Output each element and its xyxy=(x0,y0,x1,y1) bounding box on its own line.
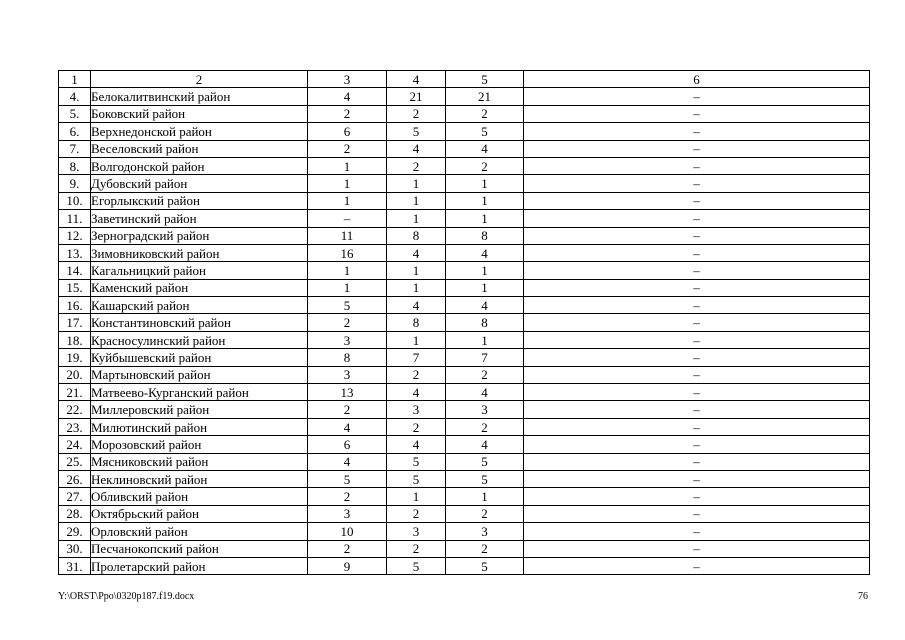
district-name: Октябрьский район xyxy=(91,505,308,522)
note-col-6: – xyxy=(524,418,870,435)
note-col-6: – xyxy=(524,157,870,174)
note-col-6: – xyxy=(524,557,870,574)
note-col-6: – xyxy=(524,192,870,209)
value-col-3: 3 xyxy=(308,331,387,348)
row-number: 21. xyxy=(59,384,91,401)
note-col-6: – xyxy=(524,297,870,314)
row-number: 5. xyxy=(59,105,91,122)
row-number: 29. xyxy=(59,523,91,540)
district-name: Каменский район xyxy=(91,279,308,296)
value-col-4: 5 xyxy=(387,557,446,574)
district-name: Куйбышевский район xyxy=(91,349,308,366)
note-col-6: – xyxy=(524,453,870,470)
value-col-4: 21 xyxy=(387,88,446,105)
district-name: Мартыновский район xyxy=(91,366,308,383)
value-col-5: 5 xyxy=(446,470,524,487)
table-row xyxy=(59,331,870,348)
value-col-4: 1 xyxy=(387,331,446,348)
value-col-3: 1 xyxy=(308,279,387,296)
value-col-5: 3 xyxy=(446,401,524,418)
value-col-4: 3 xyxy=(387,523,446,540)
value-col-5: 8 xyxy=(446,314,524,331)
value-col-3: – xyxy=(308,210,387,227)
row-number: 30. xyxy=(59,540,91,557)
note-col-6: – xyxy=(524,175,870,192)
note-col-6: – xyxy=(524,401,870,418)
table-row xyxy=(59,523,870,540)
value-col-5: 2 xyxy=(446,366,524,383)
table-row xyxy=(59,418,870,435)
value-col-4: 2 xyxy=(387,105,446,122)
note-col-6: – xyxy=(524,88,870,105)
row-number: 22. xyxy=(59,401,91,418)
value-col-4: 2 xyxy=(387,505,446,522)
value-col-4: 4 xyxy=(387,297,446,314)
row-number: 10. xyxy=(59,192,91,209)
table-row xyxy=(59,192,870,209)
value-col-3: 6 xyxy=(308,123,387,140)
value-col-5: 2 xyxy=(446,540,524,557)
row-number: 9. xyxy=(59,175,91,192)
table-row xyxy=(59,157,870,174)
value-col-3: 6 xyxy=(308,436,387,453)
district-name: Боковский район xyxy=(91,105,308,122)
district-name: Белокалитвинский район xyxy=(91,88,308,105)
row-number: 8. xyxy=(59,157,91,174)
note-col-6: – xyxy=(524,210,870,227)
value-col-5: 1 xyxy=(446,488,524,505)
value-col-4: 2 xyxy=(387,418,446,435)
value-col-3: 2 xyxy=(308,401,387,418)
table-row xyxy=(59,279,870,296)
value-col-5: 5 xyxy=(446,123,524,140)
district-name: Пролетарский район xyxy=(91,557,308,574)
district-name: Дубовский район xyxy=(91,175,308,192)
note-col-6: – xyxy=(524,436,870,453)
value-col-4: 1 xyxy=(387,262,446,279)
value-col-5: 2 xyxy=(446,105,524,122)
table-row xyxy=(59,557,870,574)
value-col-5: 4 xyxy=(446,436,524,453)
value-col-4: 8 xyxy=(387,314,446,331)
table-row xyxy=(59,175,870,192)
value-col-5: 5 xyxy=(446,557,524,574)
district-name: Мясниковский район xyxy=(91,453,308,470)
value-col-4: 5 xyxy=(387,470,446,487)
row-number: 24. xyxy=(59,436,91,453)
district-name: Константиновский район xyxy=(91,314,308,331)
value-col-4: 1 xyxy=(387,192,446,209)
table-row xyxy=(59,401,870,418)
value-col-5: 4 xyxy=(446,297,524,314)
district-name: Кагальницкий район xyxy=(91,262,308,279)
note-col-6: – xyxy=(524,505,870,522)
value-col-4: 3 xyxy=(387,401,446,418)
value-col-3: 9 xyxy=(308,557,387,574)
note-col-6: – xyxy=(524,244,870,261)
note-col-6: – xyxy=(524,488,870,505)
row-number: 26. xyxy=(59,470,91,487)
district-name: Морозовский район xyxy=(91,436,308,453)
value-col-5: 7 xyxy=(446,349,524,366)
row-number: 17. xyxy=(59,314,91,331)
value-col-3: 2 xyxy=(308,540,387,557)
value-col-5: 2 xyxy=(446,418,524,435)
note-col-6: – xyxy=(524,366,870,383)
value-col-5: 5 xyxy=(446,453,524,470)
column-number-6: 6 xyxy=(524,71,870,88)
value-col-3: 1 xyxy=(308,262,387,279)
note-col-6: – xyxy=(524,279,870,296)
footer-page-number: 76 xyxy=(858,591,868,602)
district-name: Верхнедонской район xyxy=(91,123,308,140)
value-col-5: 3 xyxy=(446,523,524,540)
value-col-3: 16 xyxy=(308,244,387,261)
value-col-4: 1 xyxy=(387,210,446,227)
note-col-6: – xyxy=(524,331,870,348)
row-number: 18. xyxy=(59,331,91,348)
value-col-4: 2 xyxy=(387,157,446,174)
district-name: Милютинский район xyxy=(91,418,308,435)
district-name: Орловский район xyxy=(91,523,308,540)
table-row xyxy=(59,540,870,557)
row-number: 4. xyxy=(59,88,91,105)
value-col-3: 4 xyxy=(308,453,387,470)
table-row xyxy=(59,244,870,261)
table-row xyxy=(59,384,870,401)
district-name: Заветинский район xyxy=(91,210,308,227)
value-col-4: 4 xyxy=(387,140,446,157)
value-col-3: 2 xyxy=(308,105,387,122)
value-col-4: 5 xyxy=(387,123,446,140)
table-row xyxy=(59,505,870,522)
table-row xyxy=(59,262,870,279)
row-number: 11. xyxy=(59,210,91,227)
district-name: Кашарский район xyxy=(91,297,308,314)
table-row xyxy=(59,140,870,157)
note-col-6: – xyxy=(524,523,870,540)
district-name: Миллеровский район xyxy=(91,401,308,418)
table-row xyxy=(59,366,870,383)
row-number: 20. xyxy=(59,366,91,383)
table-header-row xyxy=(59,71,870,88)
value-col-4: 7 xyxy=(387,349,446,366)
row-number: 7. xyxy=(59,140,91,157)
value-col-3: 8 xyxy=(308,349,387,366)
value-col-4: 2 xyxy=(387,366,446,383)
value-col-4: 8 xyxy=(387,227,446,244)
value-col-3: 2 xyxy=(308,314,387,331)
table-row xyxy=(59,488,870,505)
value-col-5: 2 xyxy=(446,157,524,174)
row-number: 16. xyxy=(59,297,91,314)
note-col-6: – xyxy=(524,123,870,140)
value-col-3: 3 xyxy=(308,366,387,383)
district-name: Красносулинский район xyxy=(91,331,308,348)
note-col-6: – xyxy=(524,470,870,487)
value-col-5: 2 xyxy=(446,505,524,522)
value-col-4: 1 xyxy=(387,175,446,192)
table-row xyxy=(59,314,870,331)
district-name: Веселовский район xyxy=(91,140,308,157)
row-number: 27. xyxy=(59,488,91,505)
value-col-3: 5 xyxy=(308,297,387,314)
footer-file-path: Y:\ORST\Ppo\0320p187.f19.docx xyxy=(58,591,195,602)
value-col-4: 1 xyxy=(387,488,446,505)
value-col-5: 21 xyxy=(446,88,524,105)
table-row xyxy=(59,227,870,244)
value-col-3: 13 xyxy=(308,384,387,401)
value-col-4: 4 xyxy=(387,244,446,261)
value-col-3: 4 xyxy=(308,418,387,435)
table-row xyxy=(59,453,870,470)
row-number: 15. xyxy=(59,279,91,296)
value-col-5: 4 xyxy=(446,140,524,157)
table-row xyxy=(59,210,870,227)
table-row xyxy=(59,123,870,140)
value-col-5: 1 xyxy=(446,210,524,227)
value-col-5: 8 xyxy=(446,227,524,244)
note-col-6: – xyxy=(524,540,870,557)
value-col-5: 1 xyxy=(446,279,524,296)
table-body xyxy=(59,71,870,575)
value-col-4: 5 xyxy=(387,453,446,470)
row-number: 14. xyxy=(59,262,91,279)
value-col-3: 11 xyxy=(308,227,387,244)
note-col-6: – xyxy=(524,349,870,366)
district-name: Волгодонской район xyxy=(91,157,308,174)
row-number: 19. xyxy=(59,349,91,366)
column-number-2: 2 xyxy=(91,71,308,88)
note-col-6: – xyxy=(524,105,870,122)
data-table xyxy=(58,70,870,575)
district-name: Зимовниковский район xyxy=(91,244,308,261)
row-number: 13. xyxy=(59,244,91,261)
note-col-6: – xyxy=(524,227,870,244)
column-number-3: 3 xyxy=(308,71,387,88)
table-row xyxy=(59,297,870,314)
value-col-3: 1 xyxy=(308,175,387,192)
value-col-3: 1 xyxy=(308,192,387,209)
row-number: 23. xyxy=(59,418,91,435)
value-col-5: 1 xyxy=(446,331,524,348)
district-name: Матвеево-Курганский район xyxy=(91,384,308,401)
value-col-5: 4 xyxy=(446,384,524,401)
row-number: 6. xyxy=(59,123,91,140)
value-col-4: 4 xyxy=(387,384,446,401)
row-number: 12. xyxy=(59,227,91,244)
table-row xyxy=(59,88,870,105)
district-name: Зерноградский район xyxy=(91,227,308,244)
value-col-3: 5 xyxy=(308,470,387,487)
value-col-3: 4 xyxy=(308,88,387,105)
table-row xyxy=(59,470,870,487)
value-col-3: 2 xyxy=(308,488,387,505)
value-col-5: 4 xyxy=(446,244,524,261)
table-row xyxy=(59,349,870,366)
note-col-6: – xyxy=(524,140,870,157)
row-number: 31. xyxy=(59,557,91,574)
value-col-3: 10 xyxy=(308,523,387,540)
district-name: Обливский район xyxy=(91,488,308,505)
note-col-6: – xyxy=(524,384,870,401)
district-name: Неклиновский район xyxy=(91,470,308,487)
value-col-5: 1 xyxy=(446,192,524,209)
district-name: Егорлыкский район xyxy=(91,192,308,209)
column-number-5: 5 xyxy=(446,71,524,88)
value-col-4: 4 xyxy=(387,436,446,453)
table-row xyxy=(59,436,870,453)
table-row xyxy=(59,105,870,122)
column-number-1: 1 xyxy=(59,71,91,88)
row-number: 28. xyxy=(59,505,91,522)
note-col-6: – xyxy=(524,262,870,279)
value-col-5: 1 xyxy=(446,262,524,279)
column-number-4: 4 xyxy=(387,71,446,88)
value-col-3: 3 xyxy=(308,505,387,522)
value-col-4: 1 xyxy=(387,279,446,296)
value-col-3: 1 xyxy=(308,157,387,174)
value-col-3: 2 xyxy=(308,140,387,157)
note-col-6: – xyxy=(524,314,870,331)
row-number: 25. xyxy=(59,453,91,470)
value-col-4: 2 xyxy=(387,540,446,557)
district-name: Песчанокопский район xyxy=(91,540,308,557)
value-col-5: 1 xyxy=(446,175,524,192)
